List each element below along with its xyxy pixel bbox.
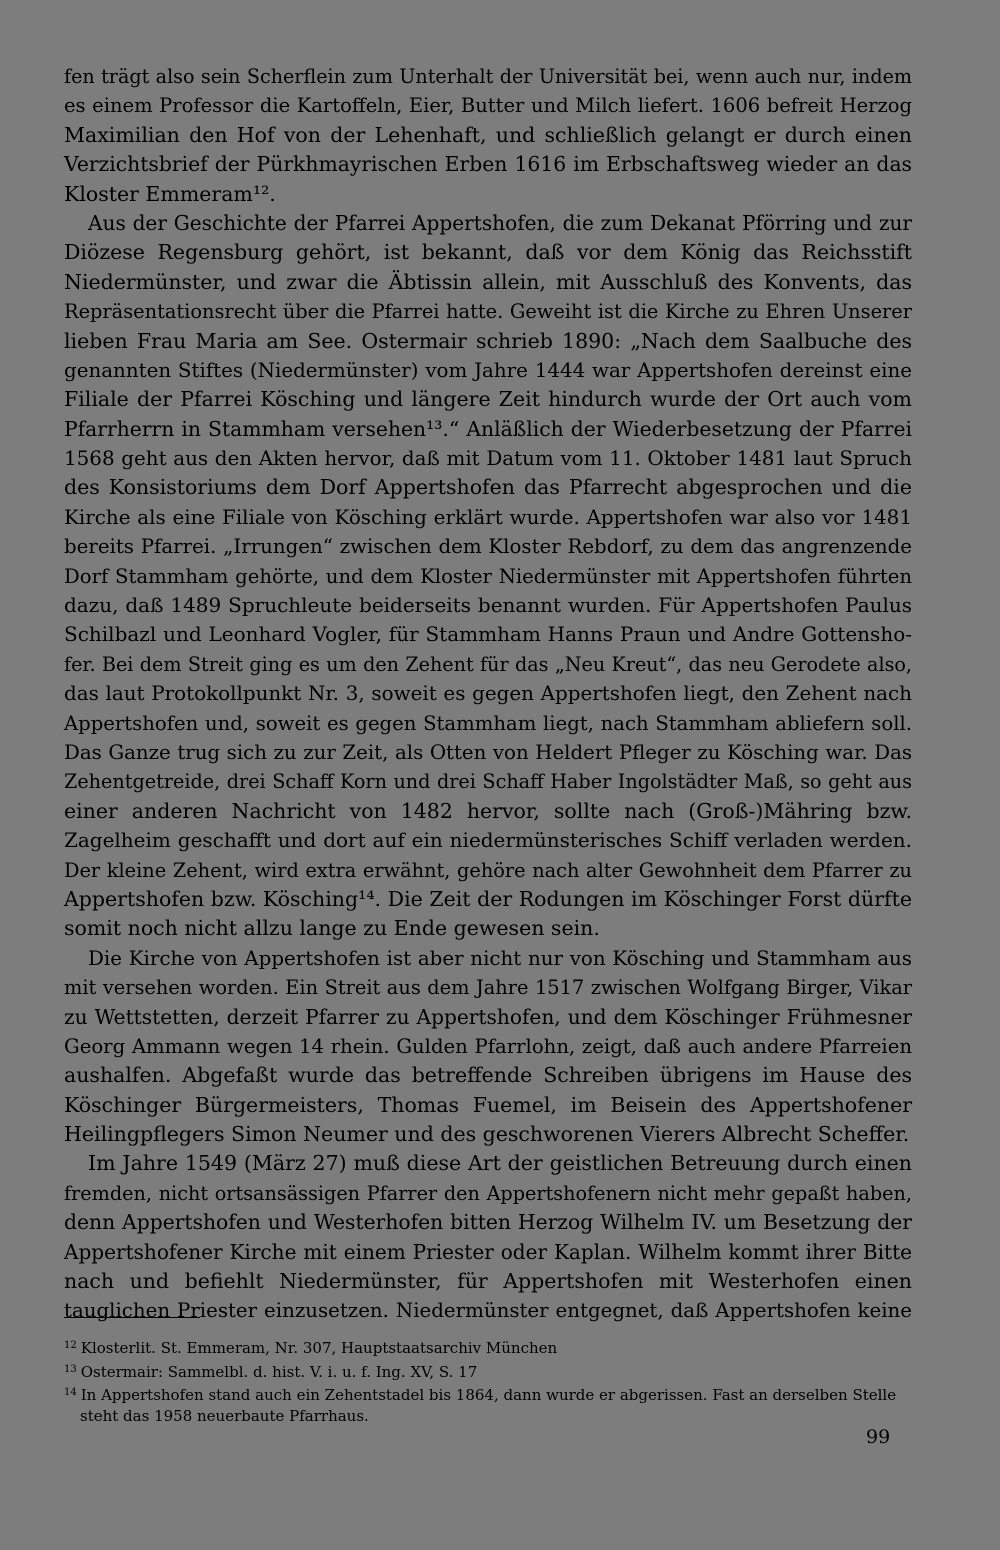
- text-line: denn Appertshofen und Westerhofen bitten Herzog Wilhelm IV. um Besetzung der: [64, 1210, 912, 1235]
- footnotes: [64, 1334, 912, 1428]
- footnote: [64, 1358, 912, 1382]
- text-line: fen trägt also sein Scherflein zum Unterhalt der Universität bei, wenn auch nur, indem: [64, 65, 912, 88]
- text-line: mit versehen worden. Ein Streit aus dem Jahre 1517 zwischen Wolfgang Birger, Vikar: [64, 976, 912, 1000]
- text-line: Appertshofen und, soweit es gegen Stammham liegt, nach Stammham abliefern soll.: [64, 711, 912, 735]
- text-line: Die Kirche von Appertshofen ist aber nicht nur von Kösching und Stammham aus: [88, 946, 912, 970]
- text-line: Schilbazl und Leonhard Vogler, für Stammham Hanns Praun und Andre Gottensho-: [64, 622, 912, 647]
- text-line: Im Jahre 1549 (März 27) muß diese Art der geistlichen Betreuung durch einen: [88, 1151, 912, 1176]
- text-line: Appertshofen bzw. Kösching¹⁴. Die Zeit der Rodungen im Köschinger Forst dürfte: [64, 886, 912, 911]
- footnote-number: 12: [64, 1340, 77, 1351]
- text-line: des Konsistoriums dem Dorf Appertshofen das Pfarrecht abgesprochen und die: [64, 475, 912, 500]
- footnote-text: Ostermair: Sammelbl. d. hist. V. i. u. f. Ing. XV, S. 17: [80, 1362, 478, 1381]
- text-line: Zehentgetreide, drei Schaff Korn und drei Schaff Haber Ingolstädter Maß, so geht aus: [64, 770, 912, 794]
- text-line: Aus der Geschichte der Pfarrei Appertshofen, die zum Dekanat Pförring und zur: [88, 210, 912, 235]
- footnote-number: 13: [64, 1363, 77, 1375]
- text-line: es einem Professor die Kartoffeln, Eier, Butter und Milch liefert. 1606 befreit Herzog: [64, 94, 912, 118]
- footnote: [64, 1381, 912, 1405]
- text-line: Appertshofener Kirche mit einem Priester oder Kaplan. Wilhelm kommt ihrer Bitte: [64, 1239, 912, 1264]
- text-line: einer anderen Nachricht von 1482 hervor, sollte nach (Groß-)Mähring bzw.: [64, 798, 912, 823]
- text-line: Der kleine Zehent, wird extra erwähnt, gehöre nach alter Gewohnheit dem Pfarrer zu: [64, 858, 912, 882]
- text-line: das laut Protokollpunkt Nr. 3, soweit es gegen Appertshofen liegt, den Zehent nach: [64, 682, 912, 706]
- text-line: Das Ganze trug sich zu zur Zeit, als Otten von Heldert Pfleger zu Kösching war. Das: [64, 740, 912, 764]
- footnote-separator: [64, 1317, 200, 1318]
- text-line: somit noch nicht allzu lange zu Ende gewesen sein.: [64, 916, 600, 941]
- footnote-text: Klosterlit. St. Emmeram, Nr. 307, Hauptstaatsarchiv München: [80, 1339, 558, 1357]
- text-line: Diözese Regensburg gehört, ist bekannt, daß vor dem König das Reichsstift: [64, 240, 912, 265]
- text-line: Zagelheim geschafft und dort auf ein niedermünsterisches Schiff verladen werden.: [64, 828, 912, 853]
- footnote-text: In Appertshofen stand auch ein Zehentstadel bis 1864, dann wurde er abgerissen. Fast an derselben Stelle: [80, 1386, 897, 1404]
- text-line: 1568 geht aus den Akten hervor, daß mit Datum vom 11. Oktober 1481 laut Spruch: [64, 447, 912, 471]
- text-line: Köschinger Bürgermeisters, Thomas Fuemel, im Beisein des Appertshofener: [64, 1092, 912, 1117]
- text-line: aushalfen. Abgefaßt wurde das betreffende Schreiben übrigens im Hause des: [64, 1063, 912, 1088]
- text-line: Kloster Emmeram¹².: [64, 181, 276, 206]
- text-line: fer. Bei dem Streit ging es um den Zehent für das „Neu Kreut“, das neu Gerodete also,: [64, 652, 912, 676]
- page-number: 99: [866, 1426, 891, 1448]
- footnote-continuation: steht das 1958 neuerbaute Pfarrhaus.: [80, 1406, 369, 1425]
- text-line: zu Wettstetten, derzeit Pfarrer zu Appertshofen, und dem Köschinger Frühmesner: [64, 1004, 912, 1029]
- text-line: Filiale der Pfarrei Kösching und längere Zeit hindurch wurde der Ort auch vom: [64, 387, 912, 412]
- body-text: [64, 62, 912, 1326]
- text-line: Dorf Stammham gehörte, und dem Kloster Niedermünster mit Appertshofen führten: [64, 564, 912, 588]
- text-line: lieben Frau Maria am See. Ostermair schrieb 1890: „Nach dem Saalbuche des: [64, 328, 912, 353]
- text-line: Niedermünster, und zwar die Äbtissin allein, mit Ausschluß des Konvents, das: [64, 269, 912, 294]
- text-line: Georg Ammann wegen 14 rhein. Gulden Pfarrlohn, zeigt, daß auch andere Pfarreien: [64, 1034, 912, 1058]
- text-line: nach und befiehlt Niedermünster, für Appertshofen mit Westerhofen einen: [64, 1269, 912, 1294]
- footnote: [64, 1334, 912, 1358]
- text-line: Maximilian den Hof von der Lehenhaft, und schließlich gelangt er durch einen: [64, 122, 912, 147]
- text-line: Heilingpflegers Simon Neumer und des geschworenen Vierers Albrecht Scheffer.: [64, 1122, 910, 1147]
- text-line: bereits Pfarrei. „Irrungen“ zwischen dem Kloster Rebdorf, zu dem das angrenzende: [64, 535, 912, 559]
- text-line: fremden, nicht ortsansässigen Pfarrer den Appertshofenern nicht mehr gepaßt haben,: [64, 1181, 912, 1205]
- text-line: Pfarrherrn in Stammham versehen¹³.“ Anläßlich der Wiederbesetzung der Pfarrei: [64, 416, 912, 441]
- text-line: dazu, daß 1489 Spruchleute beiderseits benannt wurden. Für Appertshofen Paulus: [64, 593, 912, 618]
- text-line: genannten Stiftes (Niedermünster) vom Jahre 1444 war Appertshofen dereinst eine: [64, 358, 912, 382]
- text-line: Kirche als eine Filiale von Kösching erklärt wurde. Appertshofen war also vor 1481: [64, 505, 912, 529]
- text-line: tauglichen Priester einzusetzen. Niedermünster entgegnet, daß Appertshofen keine: [64, 1299, 912, 1323]
- footnote-number: 14: [64, 1387, 77, 1398]
- text-line: Verzichtsbrief der Pürkhmayrischen Erben 1616 im Erbschaftsweg wieder an das: [64, 152, 912, 177]
- text-line: Repräsentationsrecht über die Pfarrei hatte. Geweiht ist die Kirche zu Ehren Unserer: [64, 300, 912, 324]
